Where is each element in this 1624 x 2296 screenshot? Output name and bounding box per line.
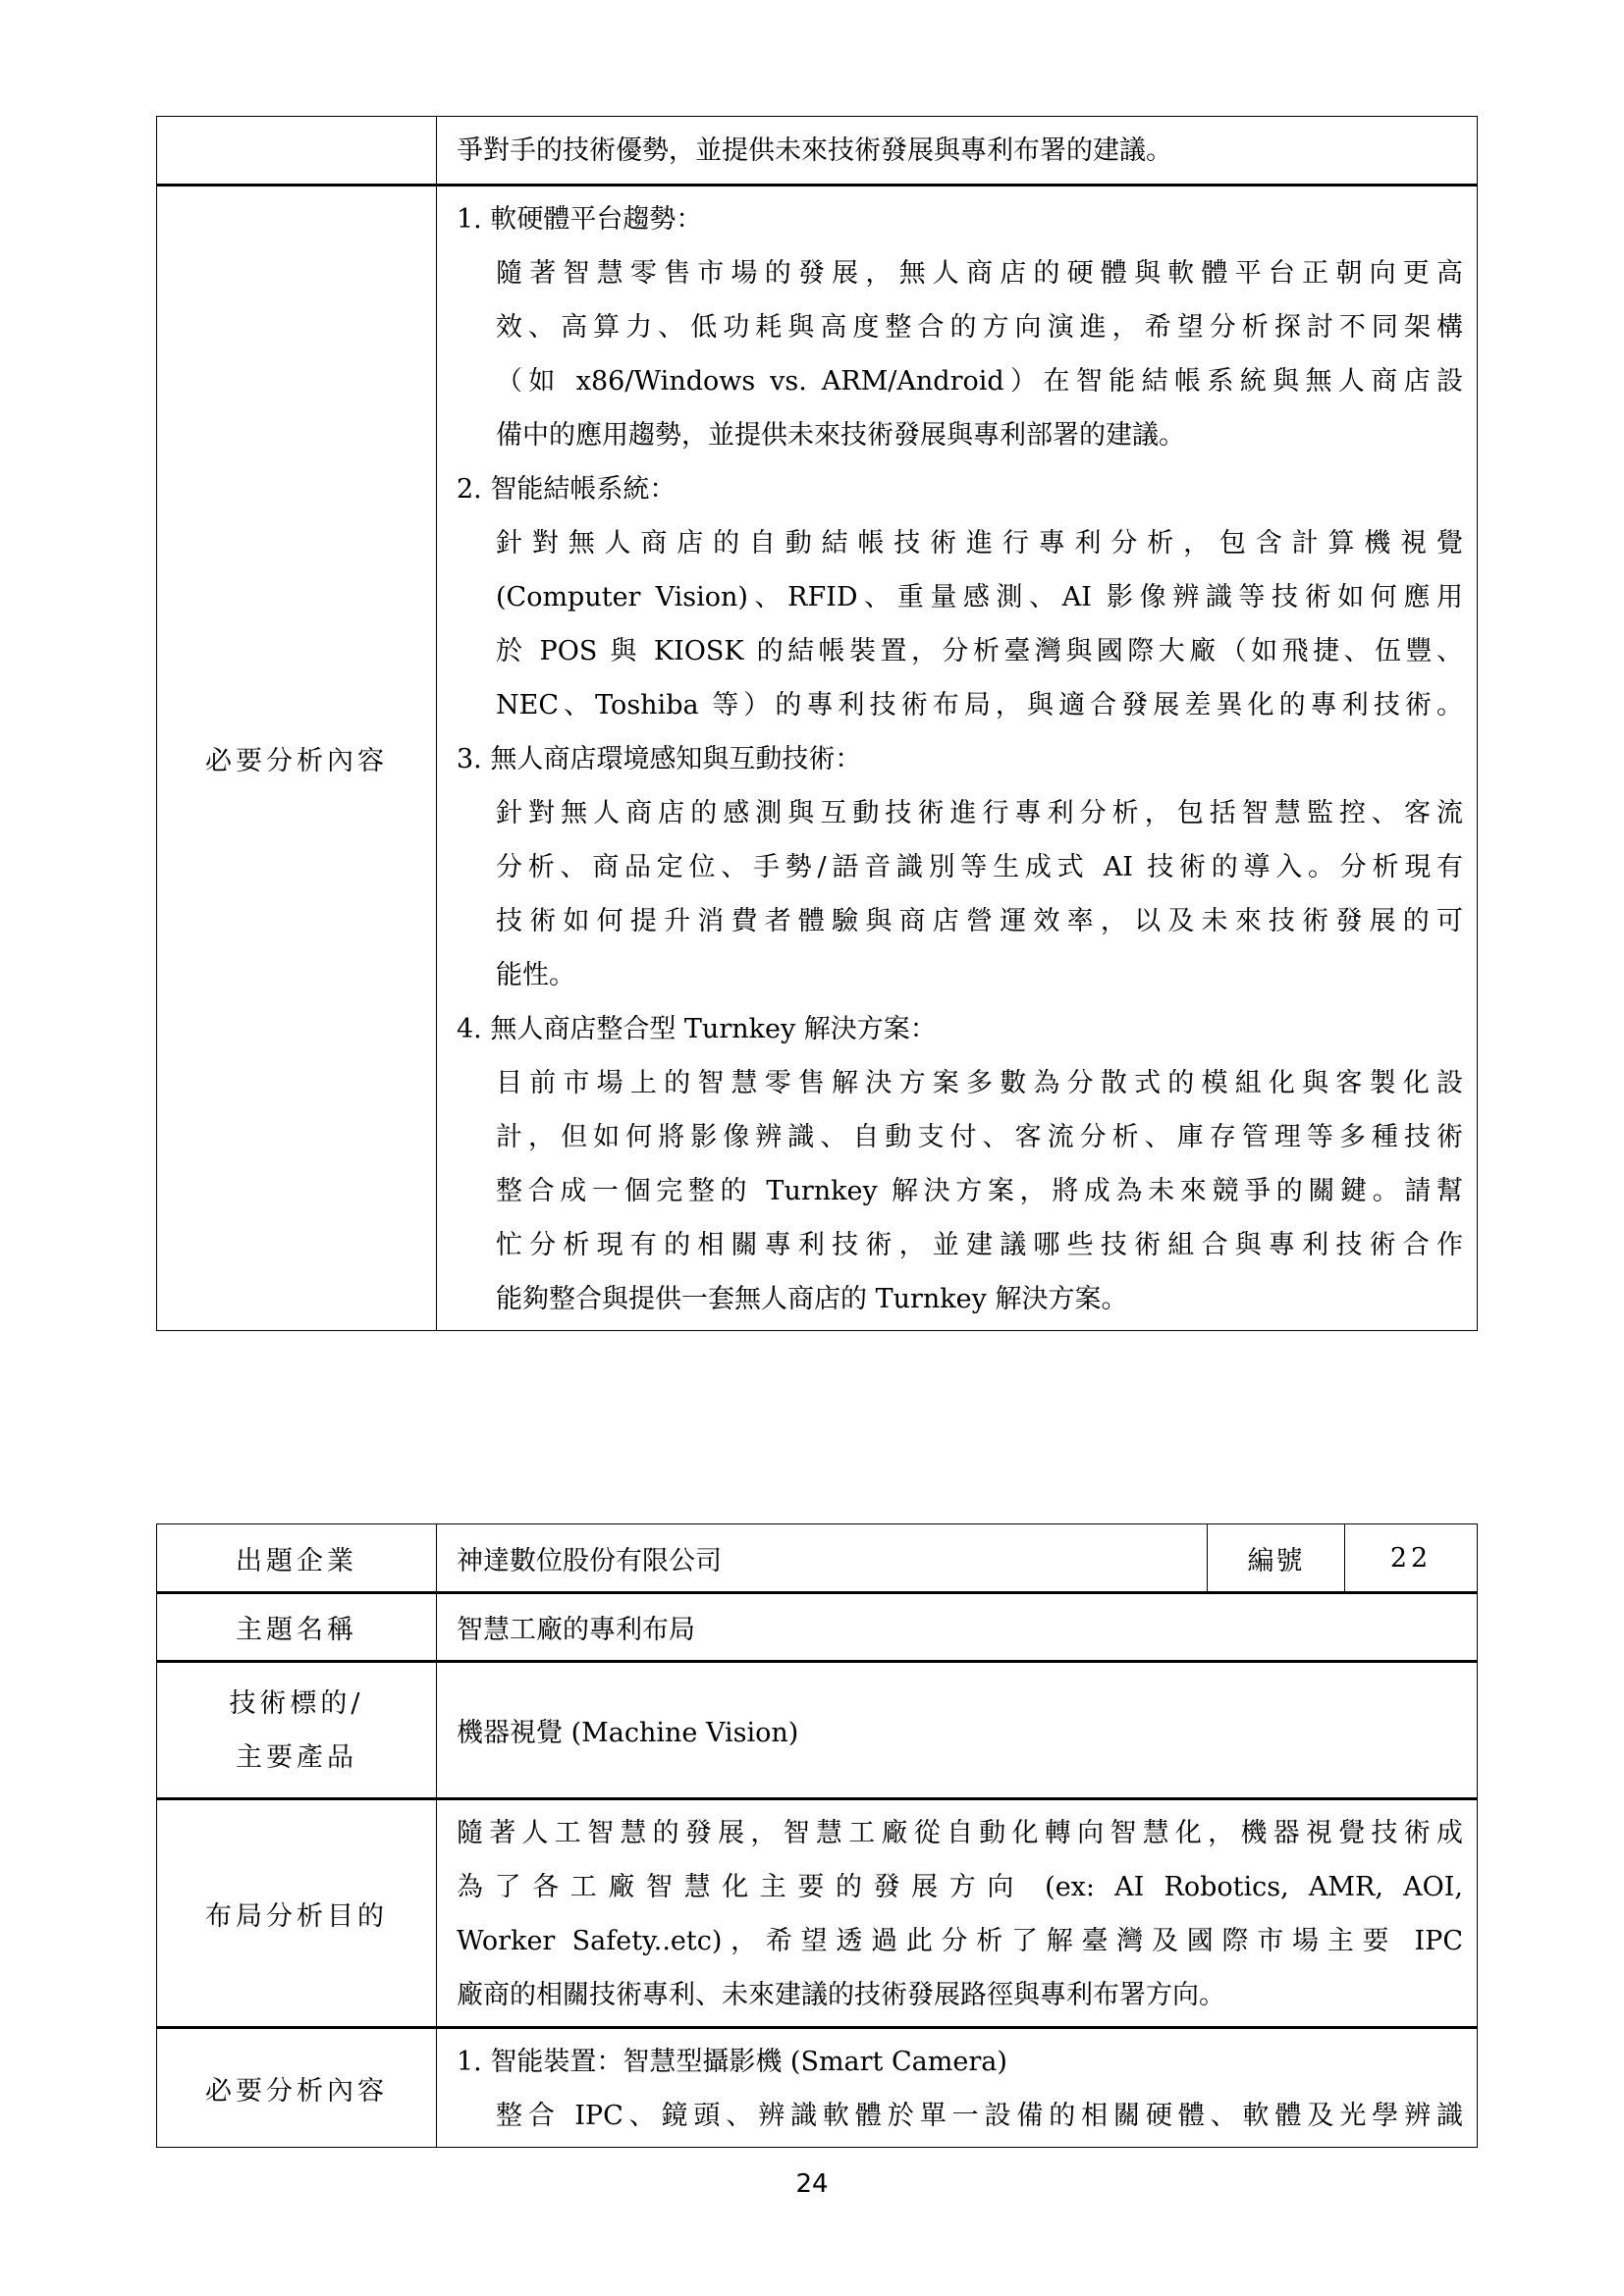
analysis-row-2: [157, 2028, 1478, 2148]
item-line: 技術如何提升消費者體驗與商店營運效率，以及未來技術發展的可: [496, 906, 1463, 936]
continuation-text: 爭對手的技術優勢，並提供未來技術發展與專利布署的建議。: [457, 134, 1172, 166]
item-line: (Computer Vision)、RFID、重量感測、AI 影像辨識等技術如何應用: [496, 582, 1463, 613]
analysis-label-2: 必要分析內容: [157, 2028, 437, 2148]
item-line: 針對無人商店的感測與互動技術進行專利分析，包括智慧監控、客流: [496, 798, 1463, 828]
continuation-text-cell: [437, 117, 1478, 186]
item-line: 目前市場上的智慧零售解決方案多數為分散式的模組化與客製化設: [496, 1068, 1463, 1098]
item-heading: 2. 智能結帳系統：: [457, 474, 677, 505]
analysis-item-1: [457, 192, 1463, 462]
item-heading: 3. 無人商店環境感知與互動技術：: [457, 744, 862, 774]
continuation-label-cell: [157, 117, 437, 186]
analysis-label: 必要分析內容: [157, 186, 437, 1331]
company-value: 神達數位股份有限公司: [437, 1524, 1208, 1593]
number-value: 22: [1345, 1524, 1478, 1593]
analysis-content-cell: [437, 186, 1478, 1331]
requirements-table-continued: [156, 116, 1478, 1331]
purpose-line: 為了各工廠智慧化主要的發展方向 (ex: AI Robotics, AMR, AOI,: [457, 1872, 1463, 1902]
item-line: 能性。: [496, 960, 575, 990]
item-line: （如 x86/Windows vs. ARM/Android）在智能結帳系統與無人商店設: [496, 366, 1463, 397]
company-label: 出題企業: [157, 1524, 437, 1593]
analysis-item-4: [457, 1002, 1463, 1326]
item-heading: 1. 智能裝置：智慧型攝影機 (Smart Camera): [457, 2047, 1007, 2077]
target-label-line-1: 技術標的/: [229, 1687, 364, 1719]
continuation-row: [157, 117, 1478, 186]
item-line: 能夠整合與提供一套無人商店的 Turnkey 解決方案。: [496, 1284, 1128, 1314]
purpose-content-cell: [437, 1799, 1478, 2028]
item-line: 於 POS 與 KIOSK 的結帳裝置，分析臺灣與國際大廠（如飛捷、伍豐、: [496, 636, 1463, 667]
purpose-line: 隨著人工智慧的發展，智慧工廠從自動化轉向智慧化，機器視覺技術成: [457, 1818, 1463, 1848]
item-heading: 1. 軟硬體平台趨勢：: [457, 204, 703, 235]
item-line: 整合成一個完整的 Turnkey 解決方案，將成為未來競爭的關鍵。請幫: [496, 1176, 1463, 1206]
target-value: 機器視覺 (Machine Vision): [437, 1662, 1478, 1799]
proposal-table: [156, 1523, 1478, 2148]
purpose-line: Worker Safety..etc)，希望透過此分析了解臺灣及國際市場主要 IPC: [457, 1926, 1463, 1956]
item-line: 隨著智慧零售市場的發展，無人商店的硬體與軟體平台正朝向更高: [496, 258, 1463, 289]
topic-label: 主題名稱: [157, 1593, 437, 1662]
item-line: 忙分析現有的相關專利技術，並建議哪些技術組合與專利技術合作: [496, 1230, 1463, 1260]
analysis-row: [157, 186, 1478, 1331]
target-row: [157, 1662, 1478, 1799]
analysis-item-2: [457, 462, 1463, 732]
item-line: 針對無人商店的自動結帳技術進行專利分析，包含計算機視覺: [496, 528, 1463, 559]
item-heading: 4. 無人商店整合型 Turnkey 解決方案：: [457, 1014, 937, 1044]
page-number: 24: [795, 2169, 829, 2199]
purpose-label: 布局分析目的: [157, 1799, 437, 2028]
item-line: 效、高算力、低功耗與高度整合的方向演進，希望分析探討不同架構: [496, 312, 1463, 343]
item-line: NEC、Toshiba 等）的專利技術布局，與適合發展差異化的專利技術。: [496, 690, 1463, 721]
company-row: [157, 1524, 1478, 1593]
topic-row: [157, 1593, 1478, 1662]
target-label-line-2: 主要產品: [236, 1741, 357, 1773]
item-line: 備中的應用趨勢，並提供未來技術發展與專利部署的建議。: [496, 420, 1185, 451]
analysis-content-cell-2: [437, 2028, 1478, 2148]
target-label-cell: [157, 1662, 437, 1799]
item-line: 分析、商品定位、手勢/語音識別等生成式 AI 技術的導入。分析現有: [496, 852, 1463, 882]
purpose-row: [157, 1799, 1478, 2028]
item-line: 計，但如何將影像辨識、自動支付、客流分析、庫存管理等多種技術: [496, 1122, 1463, 1152]
topic-value: 智慧工廠的專利布局: [437, 1593, 1478, 1662]
item-line: 整合 IPC、鏡頭、辨識軟體於單一設備的相關硬體、軟體及光學辨識: [496, 2101, 1463, 2131]
purpose-line: 廠商的相關技術專利、未來建議的技術發展路徑與專利布署方向。: [457, 1980, 1225, 2010]
number-label: 編號: [1208, 1524, 1345, 1593]
analysis-item-3: [457, 732, 1463, 1002]
